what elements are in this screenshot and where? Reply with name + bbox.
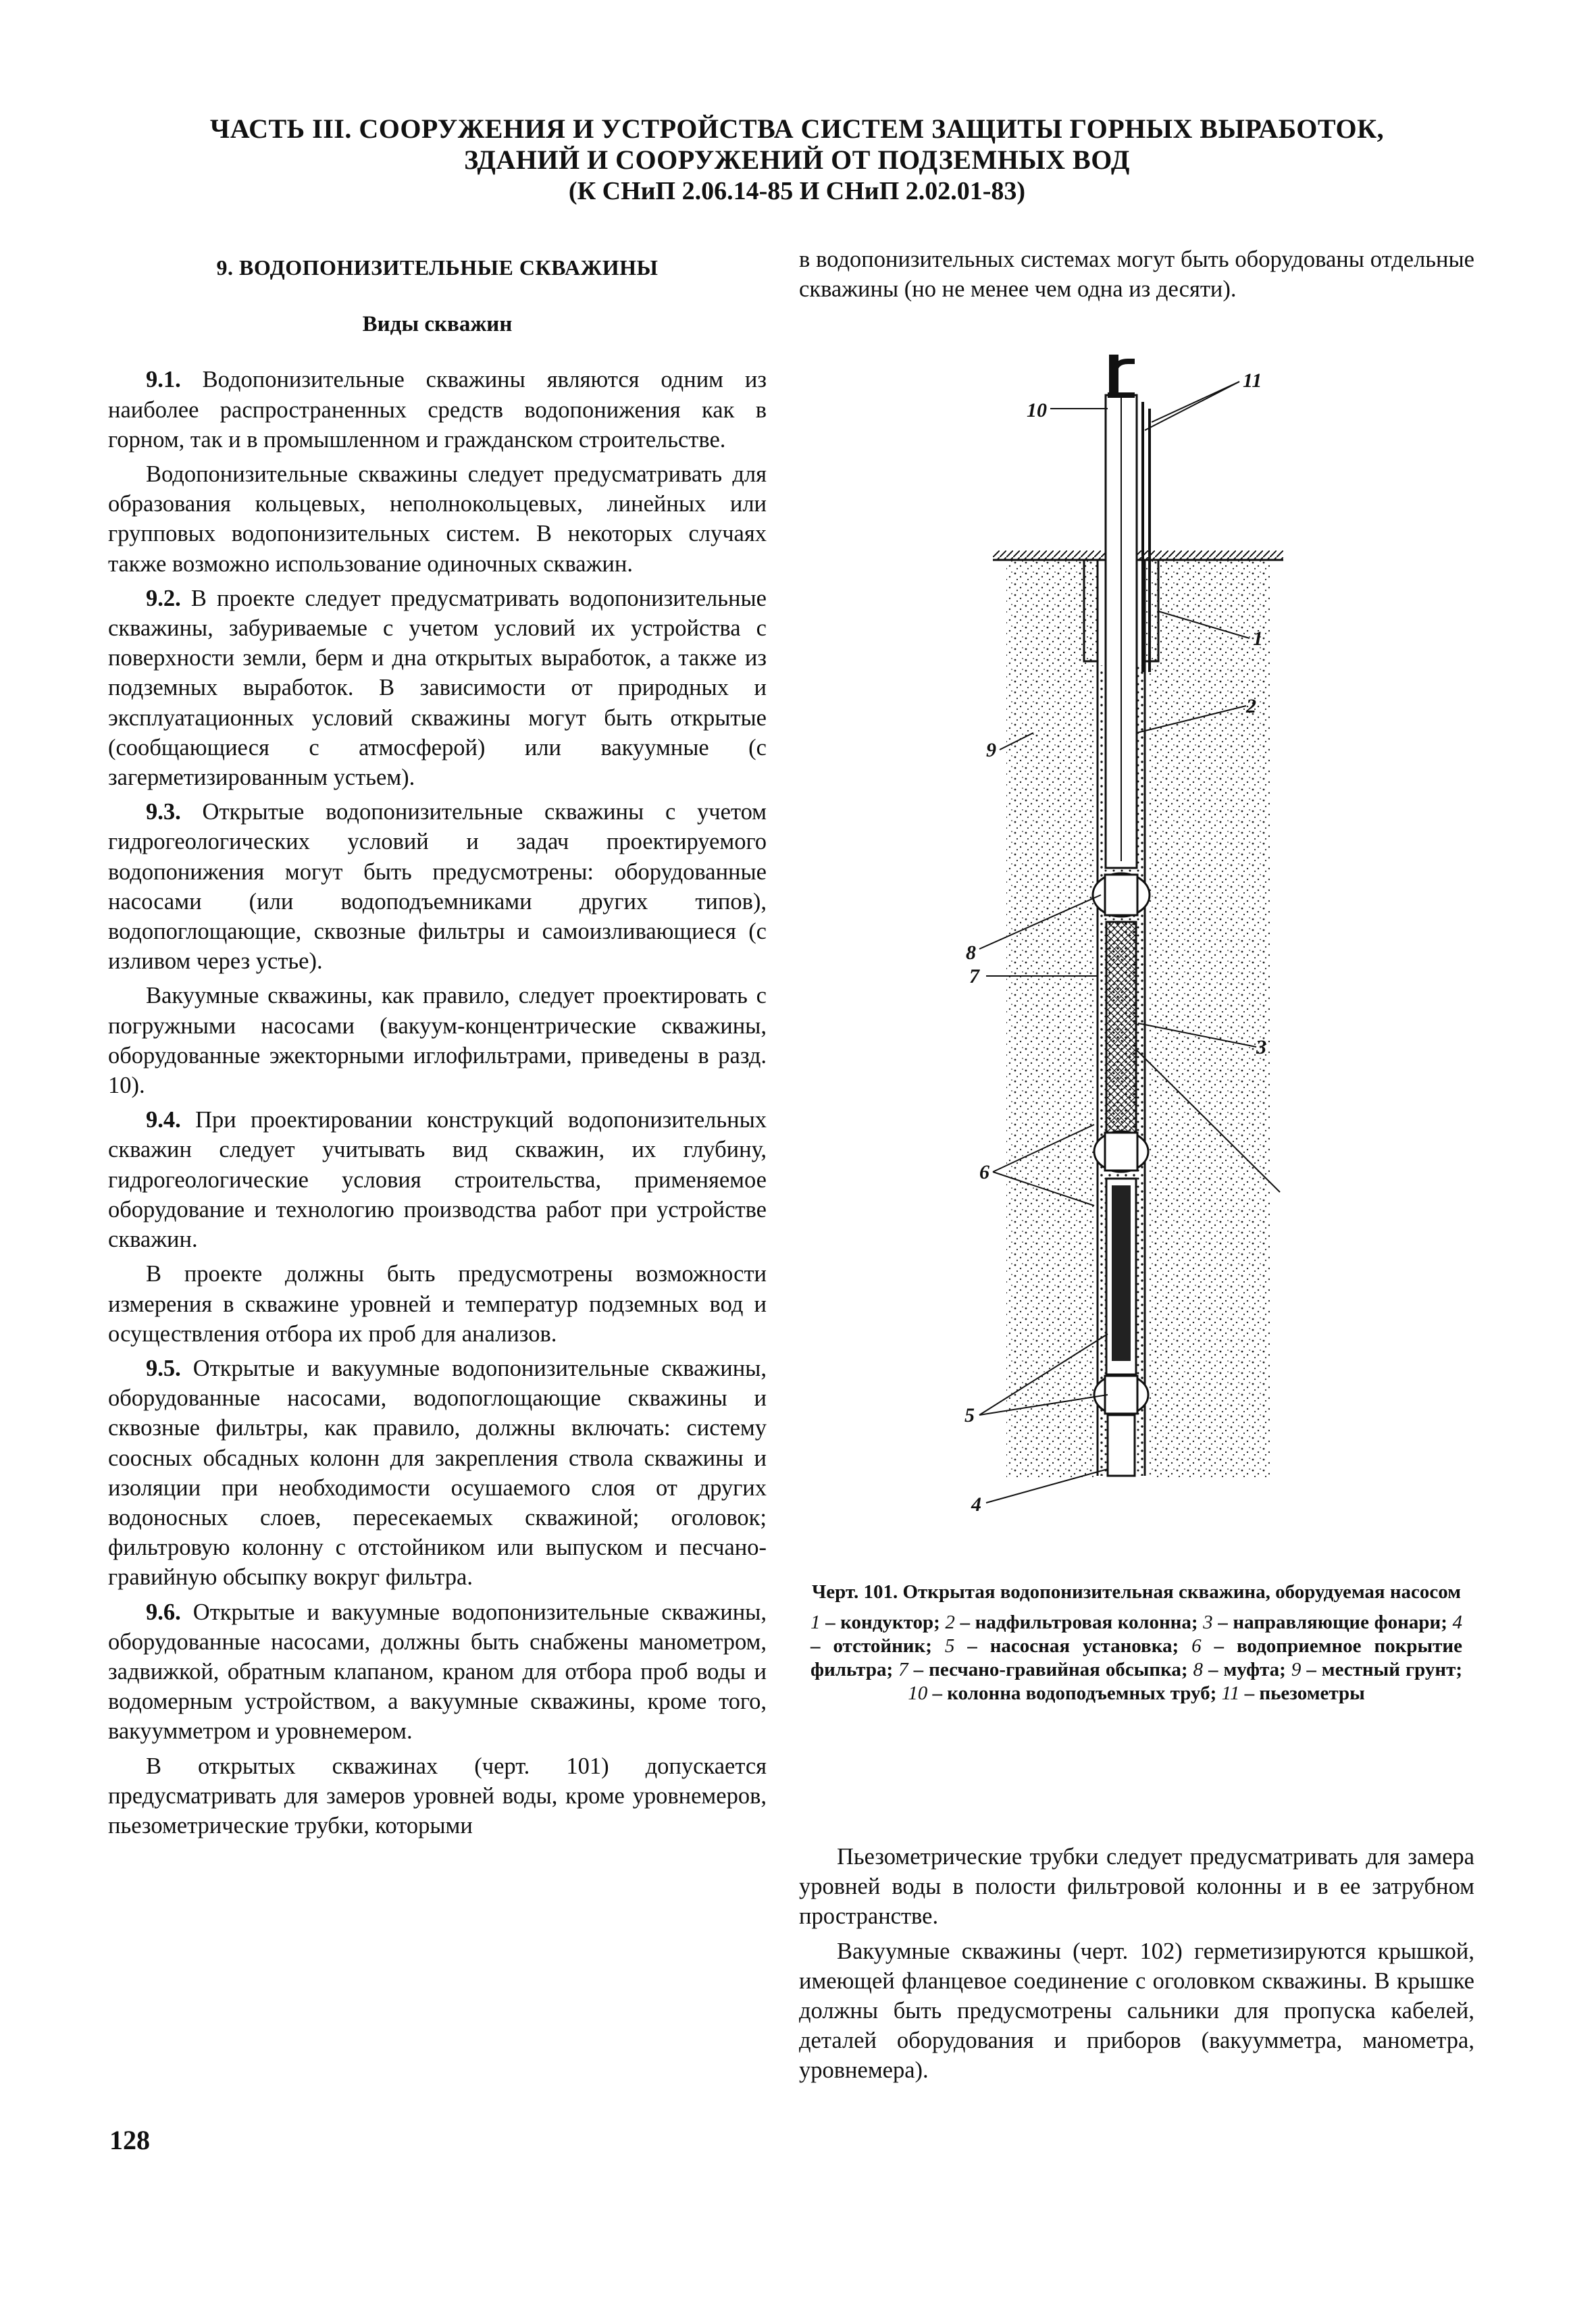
label-2: 2	[1246, 695, 1256, 717]
paragraph-number: 9.6.	[146, 1599, 181, 1625]
legend-text: – песчано-гравийная обсыпка;	[908, 1659, 1193, 1680]
ground-surface	[993, 550, 1283, 560]
right-column-top	[799, 245, 1474, 309]
label-3: 3	[1256, 1036, 1266, 1058]
paragraph-text: Открытые и вакуумные водопонизительные скважины, оборудованные насосами, должны быть снабжены манометром, задвижкой, обратным клапаном, краном для отбора проб воды и водомерным устройством, а вакуумные скважины, кроме того, вакуумметром и уровнемером.	[108, 1599, 767, 1745]
section-title: 9. ВОДОПОНИЗИТЕЛЬНЫЕ СКВАЖИНЫ	[216, 255, 659, 280]
paragraph-text: Открытые водопонизительные скважины с учетом гидрогеологических условий и задач проектируемого водопонижения могут быть предусмотрены: оборудованные насосами (или водоподъемниками других типов), водопоглощающие, сквозные фильтры и самоизливающиеся (с изливом через устье).	[108, 799, 767, 975]
legend-text: – направляющие фонари;	[1212, 1612, 1453, 1633]
paragraph-number: 9.3.	[146, 799, 181, 825]
paragraph-continued: в водопонизительных системах могут быть оборудованы отдельные скважины (но не менее чем одна из десяти).	[799, 247, 1474, 303]
label-9: 9	[986, 739, 996, 761]
legend-number: 3	[1203, 1612, 1213, 1633]
legend-text: – кондуктор;	[820, 1612, 946, 1633]
header-line-2: ЗДАНИЙ И СООРУЖЕНИЙ ОТ ПОДЗЕМНЫХ ВОД	[464, 145, 1130, 175]
legend-number: 9	[1291, 1659, 1302, 1680]
legend-text: – муфта;	[1203, 1659, 1291, 1680]
well-drawing	[905, 355, 1337, 1543]
legend-number: 2	[945, 1612, 955, 1633]
pump-unit	[1106, 1179, 1136, 1374]
page-number: 128	[109, 2125, 150, 2155]
label-10: 10	[1027, 399, 1047, 421]
paragraph: В открытых скважинах (черт. 101) допускается предусматривать для замеров уровней воды, кроме уровнемеров, пьезометрические трубки, которыми	[108, 1753, 767, 1839]
legend-number: 4	[1452, 1612, 1462, 1633]
paragraph: Вакуумные скважины (черт. 102) герметизируются крышкой, имеющей фланцевое соединение с оголовком скважины. В крышке должны быть предусмотрены сальники для пропуска кабелей, деталей оборудования и приборов (вакуумметра, манометра, уровнемера).	[799, 1938, 1474, 2084]
paragraph-9-1	[108, 365, 767, 455]
header-line-1: ЧАСТЬ III. СООРУЖЕНИЯ И УСТРОЙСТВА СИСТЕМ ЗАЩИТЫ ГОРНЫХ ВЫРАБОТОК,	[209, 113, 1385, 144]
paragraph-9-6	[108, 1597, 767, 1747]
figure-legend	[810, 1611, 1462, 1705]
header-line-3: (К СНиП 2.06.14-85 И СНиП 2.02.01-83)	[568, 177, 1026, 205]
paragraph-number: 9.2.	[146, 585, 181, 611]
legend-number: 8	[1193, 1659, 1203, 1680]
paragraph: Пьезометрические трубки следует предусматривать для замера уровней воды в полости фильтровой колонны и в ее затрубном пространстве.	[799, 1844, 1474, 1930]
paragraph-number: 9.5.	[146, 1355, 181, 1381]
legend-text: – колонна водоподъемных труб;	[927, 1682, 1222, 1704]
legend-number: 1	[810, 1612, 821, 1633]
label-1: 1	[1253, 627, 1263, 650]
right-column-bottom	[799, 1842, 1474, 2090]
legend-text: – отстойник;	[810, 1635, 945, 1657]
paragraph-9-2	[108, 584, 767, 792]
paragraph-9-5	[108, 1354, 767, 1593]
filter-column	[1106, 922, 1136, 1138]
legend-number: 6	[1191, 1635, 1202, 1657]
legend-text: – надфильтровая колонна;	[954, 1612, 1204, 1633]
wellhead-pipe	[1108, 355, 1135, 398]
paragraph-text: В проекте следует предусматривать водопонизительные скважины, забуриваемые с учетом условий их устройства с поверхности земли, берм и дна открытых выработок, а также из подземных выработок. В зависимости от природных и эксплуатационных условий скважины могут быть открытые (сообщающиеся с атмосферой) или вакуумные (с загерметизированным устьем).	[108, 585, 767, 791]
label-8: 8	[966, 942, 976, 964]
legend-number: 7	[898, 1659, 908, 1680]
legend-text: – насосная установка;	[954, 1635, 1192, 1657]
paragraph: Водопонизительные скважины следует предусматривать для образования кольцевых, неполнокольцевых, линейных или групповых водопонизительных систем. В некоторых случаях также возможно использование одиночных скважин.	[108, 461, 767, 577]
paragraph-9-3	[108, 797, 767, 976]
label-6: 6	[979, 1161, 989, 1183]
legend-text: – местный грунт;	[1301, 1659, 1462, 1680]
label-11: 11	[1243, 369, 1262, 392]
paragraph-number: 9.4.	[146, 1107, 181, 1133]
guide-lantern-lower	[1094, 1374, 1148, 1415]
paragraph-text: Открытые и вакуумные водопонизительные скважины, оборудованные насосами, водопоглощающие скважины и сквозные фильтры, как правило, должны включать: систему соосных обсадных колонн для закрепления ствола скважины и изоляции при необходимости осушаемого слоя от других водоносных слоев, пересекаемых скважиной; оголовок; фильтровую колонну с отстойником или выпуском и песчано-гравийную обсыпку вокруг фильтра.	[108, 1355, 767, 1591]
label-5: 5	[964, 1404, 975, 1426]
legend-text: – пьезометры	[1239, 1682, 1365, 1704]
guide-lantern-upper	[1093, 873, 1150, 917]
well-diagram-svg	[905, 355, 1337, 1543]
guide-lantern-middle	[1094, 1131, 1148, 1172]
figure-caption	[810, 1580, 1462, 1705]
label-4: 4	[971, 1493, 981, 1516]
label-7: 7	[969, 965, 979, 987]
caption-title: Черт. 101. Открытая водопонизительная скважина, оборудуемая насосом	[812, 1581, 1461, 1603]
paragraph-number: 9.1.	[146, 367, 181, 393]
paragraph: Вакуумные скважины, как правило, следует проектировать с погружными насосами (вакуум-концентрические скважины, оборудованные эжекторными иглофильтрами, приведены в разд. 10).	[108, 983, 767, 1099]
paragraph: В проекте должны быть предусмотрены возможности измерения в скважине уровней и температур подземных вод и осуществления отбора их проб для анализов.	[108, 1261, 767, 1347]
page-header	[135, 113, 1459, 207]
legend-number: 5	[944, 1635, 955, 1657]
paragraph-text: При проектировании конструкций водопонизительных скважин следует учитывать вид скважин, их глубину, гидрогеологические условия строительства, применяемое оборудование и технологию производства работ при устройстве скважин.	[108, 1107, 767, 1253]
paragraph-9-4	[108, 1105, 767, 1254]
legend-number: 11	[1221, 1682, 1240, 1704]
legend-text: – водоприемное покрытие фильтра;	[810, 1635, 1462, 1680]
legend-number: 10	[908, 1682, 928, 1704]
paragraph-text: Водопонизительные скважины являются одним из наиболее распространенных средств водопонижения как в горном, так и в промышленном и гражданском строительстве.	[108, 367, 767, 453]
subsection-title: Виды скважин	[362, 312, 513, 337]
sump	[1108, 1415, 1135, 1476]
left-column	[108, 245, 767, 1845]
